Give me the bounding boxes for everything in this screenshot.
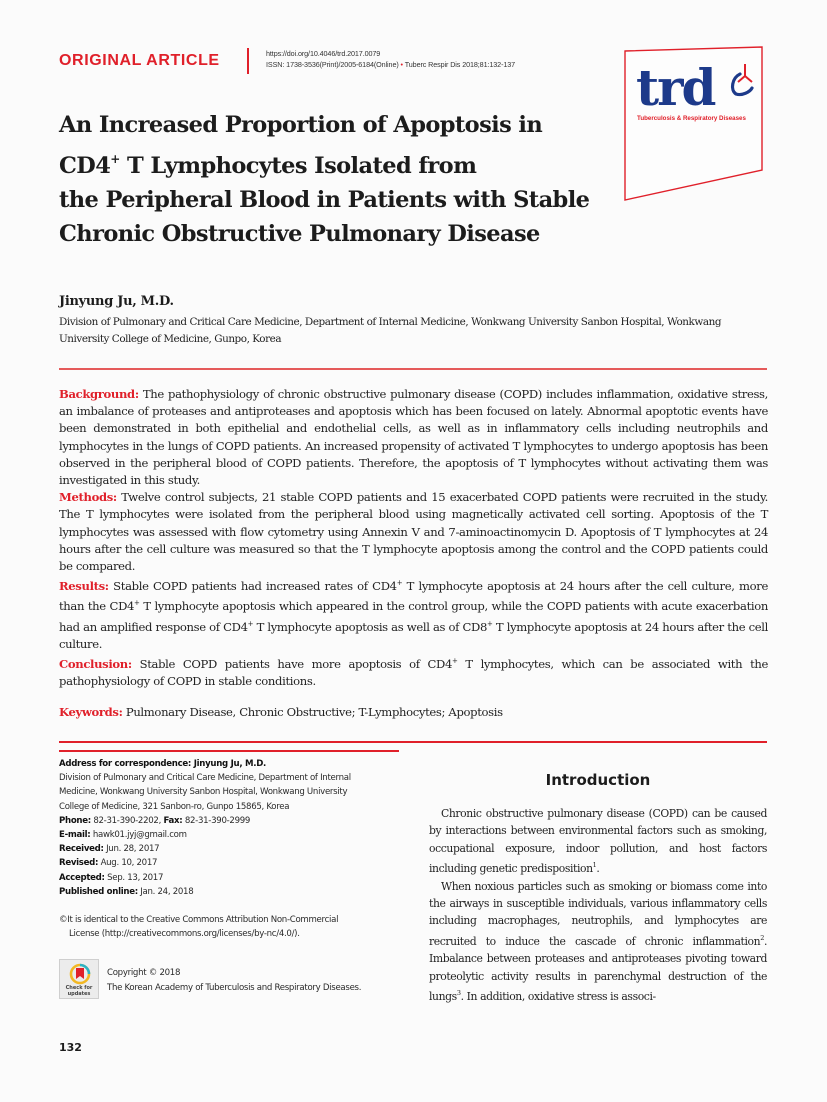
intro-text: When noxious particles such as smoking or biomass come into the airways in susceptible individuals, various inflammatory cells including macrophages, neutrophils, and lymphocytes are recruited to induce the cascade of chronic inflammation <box>429 879 767 948</box>
results-text: T lymphocyte apoptosis at 24 hours after the cell culture. <box>59 619 768 651</box>
abstract-conclusion <box>59 653 768 690</box>
conclusion-text: T lymphocytes, which can be associated with the pathophysiology of COPD in stable conditions. <box>59 657 768 689</box>
intro-text: Chronic obstructive pulmonary disease (COPD) can be caused by interactions between environmental factors such as smoking, occupational exposure, indoor pollution, and host factors including genetic predisposition <box>429 807 767 876</box>
fax-label: Fax: <box>163 815 183 826</box>
title-line-4: Chronic Obstructive Pulmonary Disease <box>59 221 540 247</box>
article-title <box>59 108 619 251</box>
page-number: 132 <box>59 1041 82 1054</box>
address-line: Medicine, Wonkwang University Sanbon Hospital, Wonkwang University <box>59 787 348 798</box>
issn-citation <box>266 59 515 70</box>
superscript: + <box>487 619 493 628</box>
title-line-3: the Peripheral Blood in Patients with Stable <box>59 187 590 213</box>
introduction-heading: Introduction <box>545 771 651 789</box>
revised-line <box>59 856 404 870</box>
check-updates-line1: Check for <box>65 985 93 991</box>
author-affiliation: Division of Pulmonary and Critical Care Medicine, Department of Internal Medicine, Wonkwang University Sanbon Hospital, Wonkwang University College of Medicine, Gunpo, Korea <box>59 316 722 345</box>
results-text: T lymphocyte apoptosis which appeared in the control group, while the COPD patients with acute exacerbation had an amplified response of CD4 <box>59 599 768 634</box>
intro-paragraph-1 <box>429 805 767 878</box>
header-divider <box>247 48 249 74</box>
correspondence-block <box>59 757 404 899</box>
copyright-line-1: Copyright © 2018 <box>107 968 181 978</box>
address-line: College of Medicine, 321 Sanbon-ro, Gunpo 15865, Korea <box>59 801 290 812</box>
received-label: Received: <box>59 844 104 855</box>
check-updates-icon <box>69 963 91 985</box>
intro-paragraph-2 <box>429 878 767 1006</box>
license-line-1: ©It is identical to the Creative Commons Attribution Non-Commercial <box>59 915 339 925</box>
license-line-2[interactable]: License (http://creativecommons.org/licenses/by-nc/4.0/). <box>69 929 300 940</box>
abstract-background <box>59 386 768 489</box>
intro-text: . In addition, oxidative stress is associ- <box>460 990 656 1004</box>
abstract-results <box>59 575 768 653</box>
abstract-methods <box>59 489 768 575</box>
email-link[interactable]: hawk01.jyj@gmail.com <box>90 830 187 841</box>
keywords-text: Pulmonary Disease, Chronic Obstructive; T-Lymphocytes; Apoptosis <box>122 705 503 719</box>
results-label: Results: <box>59 579 109 594</box>
superscript: + <box>134 599 140 608</box>
superscript: + <box>396 579 403 588</box>
copyright-notice <box>107 966 407 996</box>
reference-superscript[interactable]: 1 <box>592 861 597 870</box>
title-line-2b: T Lymphocytes Isolated from <box>119 153 477 179</box>
header-meta <box>266 48 515 70</box>
citation: Tuberc Respir Dis 2018;81:132-137 <box>404 60 516 69</box>
phone-value: 82-31-390-2202, <box>90 815 164 826</box>
check-for-updates-badge[interactable] <box>59 959 99 999</box>
results-text: T lymphocyte apoptosis as well as of CD8 <box>253 619 487 634</box>
email-line <box>59 828 404 842</box>
intro-text: . Imbalance between proteases and antiproteases pivoting toward proteolytic activity results in parenchymal destruction of the lungs <box>429 934 767 1004</box>
correspondence-heading <box>59 757 404 771</box>
introduction-body <box>429 805 767 1005</box>
superscript: + <box>247 619 254 628</box>
phone-fax <box>59 814 404 828</box>
author-name: Jinyung Ju, M.D. <box>59 294 174 309</box>
title-line-1: An Increased Proportion of Apoptosis in <box>59 112 543 138</box>
superscript: + <box>452 657 458 666</box>
methods-label: Methods: <box>59 490 117 505</box>
intro-text: . <box>596 862 600 876</box>
title-line-2a: CD4 <box>59 153 111 179</box>
check-updates-line2: updates <box>67 990 91 997</box>
keywords <box>59 705 503 719</box>
address-line: Division of Pulmonary and Critical Care Medicine, Department of Internal <box>59 773 351 784</box>
accepted-date: Sep. 13, 2017 <box>104 872 164 883</box>
doi-link[interactable]: https://doi.org/10.4046/trd.2017.0079 <box>266 49 381 58</box>
published-label: Published online: <box>59 886 138 897</box>
conclusion-label: Conclusion: <box>59 657 132 672</box>
journal-wordmark: trd <box>636 58 715 117</box>
published-line <box>59 885 404 899</box>
published-date: Jan. 24, 2018 <box>137 886 194 897</box>
methods-text: Twelve control subjects, 21 stable COPD patients and 15 exacerbated COPD patients were recruited in the study. The T lymphocytes were isolated from the peripheral blood using magnetically activated cell sorting. Apoptosis of the T lymphocytes was assessed with flow cytometry using Annexin V and 7-aminoactinomycin D. Apoptosis of T lymphocytes at 24 hours after the cell culture was measured so that the T lymphocyte apoptosis among the control and the COPD patients could be compared. <box>59 490 768 574</box>
check-updates-label <box>60 986 98 997</box>
section-label: ORIGINAL ARTICLE <box>59 52 220 69</box>
received-date: Jun. 28, 2017 <box>103 844 160 855</box>
conclusion-text: Stable COPD patients have more apoptosis of CD4 <box>131 657 453 672</box>
accepted-line <box>59 871 404 885</box>
accepted-label: Accepted: <box>59 872 105 883</box>
background-text: The pathophysiology of chronic obstructive pulmonary disease (COPD) includes inflammation, oxidative stress, an imbalance of proteases and antiproteases and apoptosis which has been focused on lately. Abnormal apoptotic events have been demonstrated in both epithelial and endothelial cells, as well as in inflammatory cells including neutrophils and lymphocytes in the lungs of COPD patients. An increased propensity of activated T lymphocytes to undergo apoptosis has been observed in the peripheral blood of COPD patients. Therefore, the apoptosis of T lymphocytes without activating them was investigated in this study. <box>59 387 768 488</box>
abstract <box>59 386 768 690</box>
background-label: Background: <box>59 387 139 401</box>
lungs-icon <box>728 62 758 98</box>
received-line <box>59 842 404 856</box>
license-notice <box>59 913 404 941</box>
reference-superscript[interactable]: 3 <box>456 989 461 998</box>
keywords-label: Keywords: <box>59 705 123 719</box>
email-label: E-mail: <box>59 830 91 841</box>
results-text: T lymphocyte apoptosis at 24 hours after the cell culture, more than the CD4 <box>59 579 768 614</box>
copyright-line-2: The Korean Academy of Tuberculosis and Respiratory Diseases. <box>107 983 362 993</box>
issn: ISSN: 1738-3536(Print)/2005-6184(Online) <box>266 60 399 69</box>
abstract-bottom-rule <box>59 741 767 743</box>
footnote-rule <box>59 750 399 752</box>
correspondence-heading-text: Address for correspondence: Jinyung Ju, M.D. <box>59 759 266 769</box>
separator-dot: • <box>400 60 403 69</box>
results-text: Stable COPD patients had increased rates of CD4 <box>108 579 397 594</box>
phone-label: Phone: <box>59 815 91 826</box>
revised-date: Aug. 10, 2017 <box>98 858 158 869</box>
title-superscript: + <box>110 152 120 166</box>
reference-superscript[interactable]: 2 <box>760 933 764 942</box>
abstract-top-rule <box>59 368 767 370</box>
revised-label: Revised: <box>59 858 99 869</box>
fax-value: 82-31-390-2999 <box>182 815 251 826</box>
journal-full-name: Tuberculosis & Respiratory Diseases <box>637 115 746 122</box>
